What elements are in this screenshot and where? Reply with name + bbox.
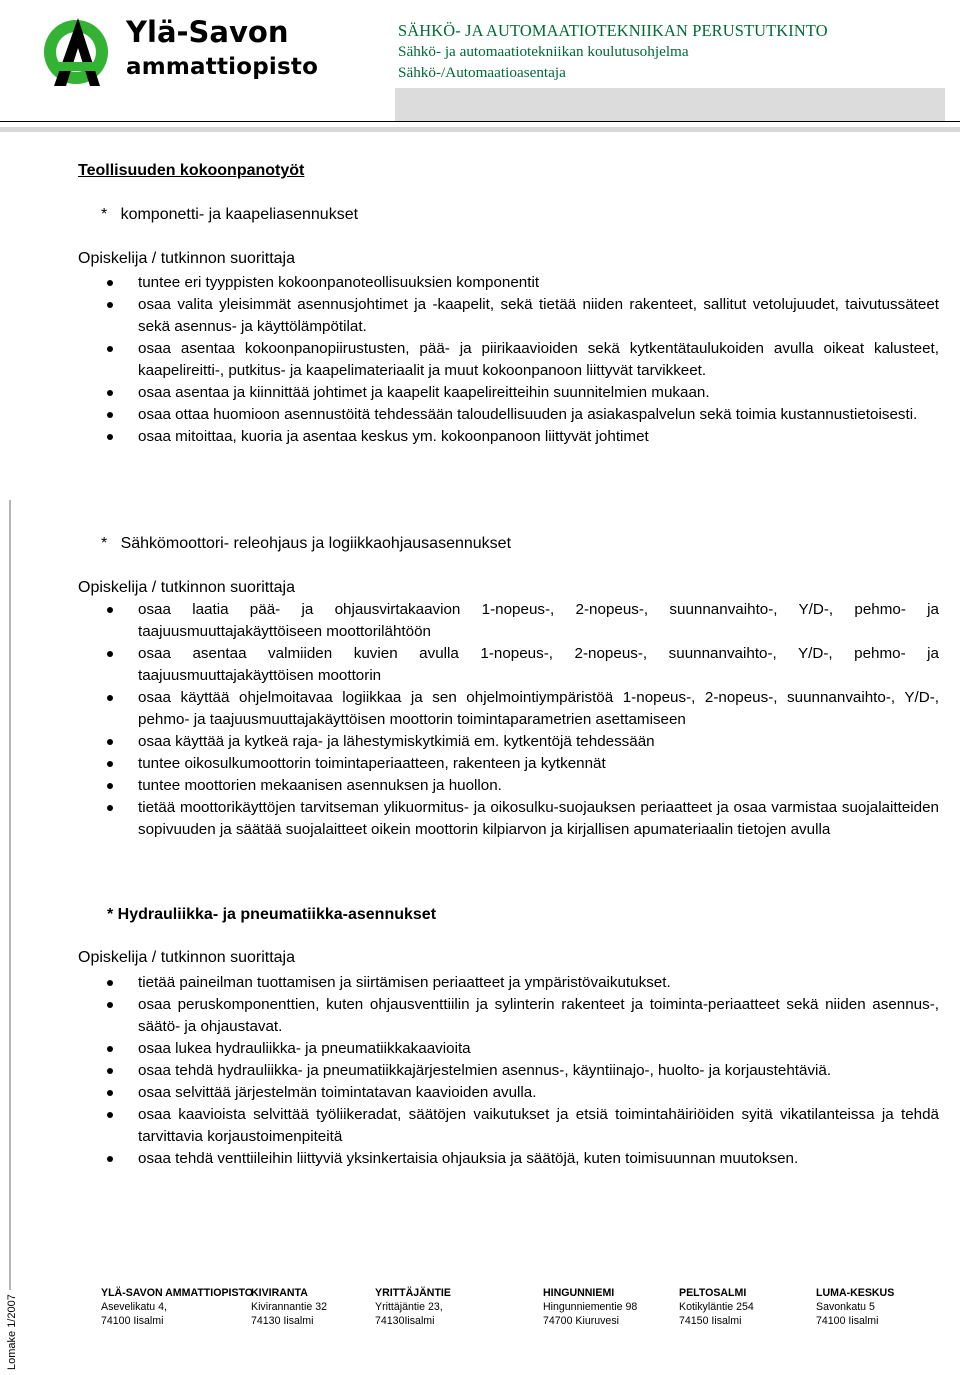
bullet-icon	[107, 607, 113, 613]
footer-city: 74130Iisalmi	[375, 1315, 435, 1327]
bullet-icon	[107, 739, 113, 745]
list-item: osaa asentaa kokoonpanopiirustusten, pää- ja piirikaavioiden sekä kytkentätaulukoiden avulla oikeat kalusteet, kaapelireitti-, putkitus- ja kaapelimateriaalit ja muut kokoonpanoon liittyvät tarvikkeet.	[103, 338, 939, 382]
bullet-icon	[107, 651, 113, 657]
header-divider-shadow	[0, 127, 960, 132]
bullet-icon	[107, 805, 113, 811]
list-item: osaa valita yleisimmät asennusjohtimet ja -kaapelit, sekä tietää niiden rakenteet, sallitut vetolujuudet, taivutussäteet sekä asennus- ja käyttölämpötilat.	[103, 294, 939, 338]
bullet-icon	[107, 1090, 113, 1096]
footer-address	[816, 1286, 894, 1328]
footer-street: Asevelikatu 4,	[101, 1301, 167, 1313]
footer-address	[679, 1286, 754, 1328]
logo-emblem-icon	[44, 18, 108, 86]
section-intro: Opiskelija / tutkinnon suorittaja	[78, 949, 295, 966]
footer-street: Kotikyläntie 254	[679, 1301, 754, 1313]
footer-city: 74130 Iisalmi	[251, 1315, 314, 1327]
bullet-icon	[107, 280, 113, 286]
footer-address	[543, 1286, 637, 1328]
list-item: osaa selvittää järjestelmän toimintatavan kaavioiden avulla.	[103, 1082, 939, 1104]
logo-line-2: ammattiopisto	[126, 54, 319, 80]
footer-address	[101, 1286, 253, 1328]
list-item: tietää moottorikäyttöjen tarvitseman ylikuormitus- ja oikosulku-suojauksen periaatteet ja osaa varmistaa suojalaitteiden sopivuuden ja säätää suojalaitteet oikein moottorin kilpiarvon ja kirjallisen apumateriaalin tietojen avulla	[103, 797, 939, 841]
bullet-icon	[107, 1002, 113, 1008]
footer-campus-name: YLÄ-SAVON AMMATTIOPISTO	[101, 1287, 254, 1299]
section-intro: Opiskelija / tutkinnon suorittaja	[78, 250, 295, 267]
list-item: osaa laatia pää- ja ohjausvirtakaavion 1-nopeus-, 2-nopeus-, suunnanvaihto-, Y/D-, pehmo- ja taajuusmuuttajakäyttöiseen moottorilähtöön	[103, 599, 939, 643]
footer-street: Hingunniementie 98	[543, 1301, 638, 1313]
list-item: tuntee eri tyyppisten kokoonpanoteollisuuksien komponentit	[103, 272, 939, 294]
footer-campus-name: PELTOSALMI	[679, 1287, 747, 1299]
logo-line-1: Ylä-Savon	[126, 15, 289, 49]
footer-campus-name: HINGUNNIEMI	[543, 1287, 615, 1299]
bullet-list	[103, 599, 939, 841]
form-stamp	[6, 1282, 34, 1370]
bullet-list	[103, 272, 939, 448]
footer-street: Yrittäjäntie 23,	[375, 1301, 443, 1313]
bullet-list	[103, 972, 939, 1170]
form-stamp-text: Lomake 1/2007	[6, 1294, 18, 1370]
list-item: tietää paineilman tuottamisen ja siirtämisen periaatteet ja ympäristövaikutukset.	[103, 972, 939, 994]
section-intro: Opiskelija / tutkinnon suorittaja	[78, 579, 295, 596]
bullet-icon	[107, 1068, 113, 1074]
bullet-icon	[107, 1156, 113, 1162]
footer-campus-name: LUMA-KESKUS	[816, 1287, 895, 1299]
bullet-icon	[107, 346, 113, 352]
list-item: osaa tehdä venttiileihin liittyviä yksinkertaisia ohjauksia ja säätöjä, kuten toimisuunnan muutoksen.	[103, 1148, 939, 1170]
header-program: Sähkö- ja automaatiotekniikan koulutusohjelma	[398, 43, 689, 60]
header-divider	[0, 121, 960, 122]
footer-city: 74150 Iisalmi	[679, 1315, 742, 1327]
margin-rule	[9, 500, 11, 1290]
section-heading: Teollisuuden kokoonpanotyöt	[78, 162, 305, 179]
logo-wordmark	[126, 15, 319, 80]
footer-street: Savonkatu 5	[816, 1301, 875, 1313]
bullet-icon	[107, 783, 113, 789]
footer-city: 74700 Kiuruvesi	[543, 1315, 619, 1327]
list-item: tuntee oikosulkumoottorin toimintaperiaatteen, rakenteen ja kytkennät	[103, 753, 939, 775]
list-item: osaa tehdä hydrauliikka- ja pneumatiikkajärjestelmien asennus-, käyntiinajo-, huolto- ja korjaustehtäviä.	[103, 1060, 939, 1082]
header-titles	[398, 20, 828, 83]
bullet-icon	[107, 302, 113, 308]
bullet-icon	[107, 980, 113, 986]
footer-campus-name: YRITTÄJÄNTIE	[375, 1287, 451, 1299]
footer-city: 74100 Iisalmi	[816, 1315, 879, 1327]
bullet-icon	[107, 1112, 113, 1118]
list-item: osaa käyttää ohjelmoitavaa logiikkaa ja sen ohjelmointiympäristöä 1-nopeus-, 2-nopeus-, suunnanvaihto-, Y/D-, pehmo- ja taajuusmuuttajakäyttöisen moottorin toimintaparametrien asettamiseen	[103, 687, 939, 731]
list-item: osaa peruskomponenttien, kuten ohjausventtiilin ja sylinterin rakenteet ja toiminta-periaatteet sekä niiden asennus-, säätö- ja ohjaustavat.	[103, 994, 939, 1038]
section-subheading: * Sähkömoottori- releohjaus ja logiikkaohjausasennukset	[101, 535, 512, 552]
footer-address	[375, 1286, 451, 1328]
section-subheading: * Hydrauliikka- ja pneumatiikka-asennukset	[107, 906, 437, 923]
bullet-icon	[107, 390, 113, 396]
footer-campus-name: KIVIRANTA	[251, 1287, 308, 1299]
footer-address	[251, 1286, 327, 1328]
list-item: osaa asentaa ja kiinnittää johtimet ja kaapelit kaapelireitteihin suunnitelmien mukaan.	[103, 382, 939, 404]
header-shade-bar	[395, 88, 945, 122]
header-degree-title: SÄHKÖ- JA AUTOMAATIOTEKNIIKAN PERUSTUTKINTO	[398, 21, 828, 40]
section-subheading: * komponetti- ja kaapeliasennukset	[101, 206, 359, 223]
list-item: osaa kaavioista selvittää työliikeradat, säätöjen vaikutukset ja etsiä toimintahäiriöiden syitä vikatilanteissa ja tehdä tarvittavia korjaustoimenpiteitä	[103, 1104, 939, 1148]
bullet-icon	[107, 412, 113, 418]
header-occupation: Sähkö-/Automaatioasentaja	[398, 64, 566, 81]
bullet-icon	[107, 695, 113, 701]
list-item: tuntee moottorien mekaanisen asennuksen ja huollon.	[103, 775, 939, 797]
list-item: osaa käyttää ja kytkeä raja- ja lähestymiskytkimiä em. kytkentöjä tehdessään	[103, 731, 939, 753]
bullet-icon	[107, 434, 113, 440]
list-item: osaa lukea hydrauliikka- ja pneumatiikkakaavioita	[103, 1038, 939, 1060]
footer-street: Kivirannantie 32	[251, 1301, 327, 1313]
list-item: osaa mitoittaa, kuoria ja asentaa keskus ym. kokoonpanoon liittyvät johtimet	[103, 426, 939, 448]
list-item: osaa ottaa huomioon asennustöitä tehdessään taloudellisuuden ja asiakaspalvelun sekä toimia kustannustietoisesti.	[103, 404, 939, 426]
bullet-icon	[107, 1046, 113, 1052]
list-item: osaa asentaa valmiiden kuvien avulla 1-nopeus-, 2-nopeus-, suunnanvaihto-, Y/D-, pehmo- ja taajuusmuuttajakäyttöisen moottorin	[103, 643, 939, 687]
bullet-icon	[107, 761, 113, 767]
footer-city: 74100 Iisalmi	[101, 1315, 164, 1327]
